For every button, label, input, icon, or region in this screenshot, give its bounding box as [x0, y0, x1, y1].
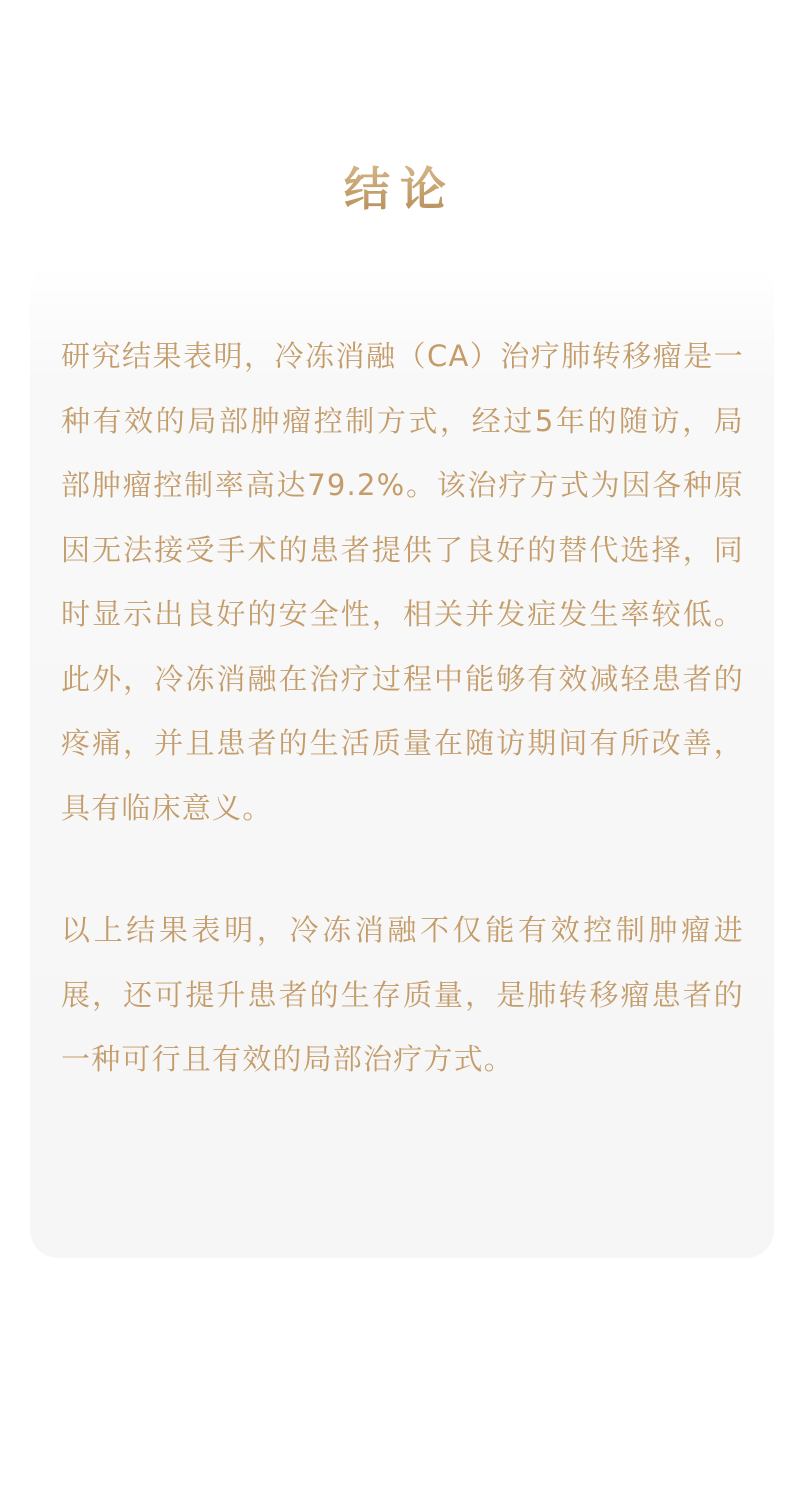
conclusion-paragraph-1: 研究结果表明，冷冻消融（CA）治疗肺转移瘤是一种有效的局部肿瘤控制方式，经过5年的随访，局部肿瘤控制率高达79.2%。该治疗方式为因各种原因无法接受手术的患者提供了良好的替代选择，同时显示出良好的安全性，相关并发症发生率较低。此外，冷冻消融在治疗过程中能够有效减轻患者的疼痛，并且患者的生活质量在随访期间有所改善，具有临床意义。: [61, 339, 744, 825]
page-title: 结论: [0, 157, 800, 221]
conclusion-card: [30, 264, 774, 1258]
conclusion-paragraph-2: 以上结果表明，冷冻消融不仅能有效控制肿瘤进展，还可提升患者的生存质量，是肺转移瘤患者的一种可行且有效的局部治疗方式。: [61, 913, 744, 1076]
